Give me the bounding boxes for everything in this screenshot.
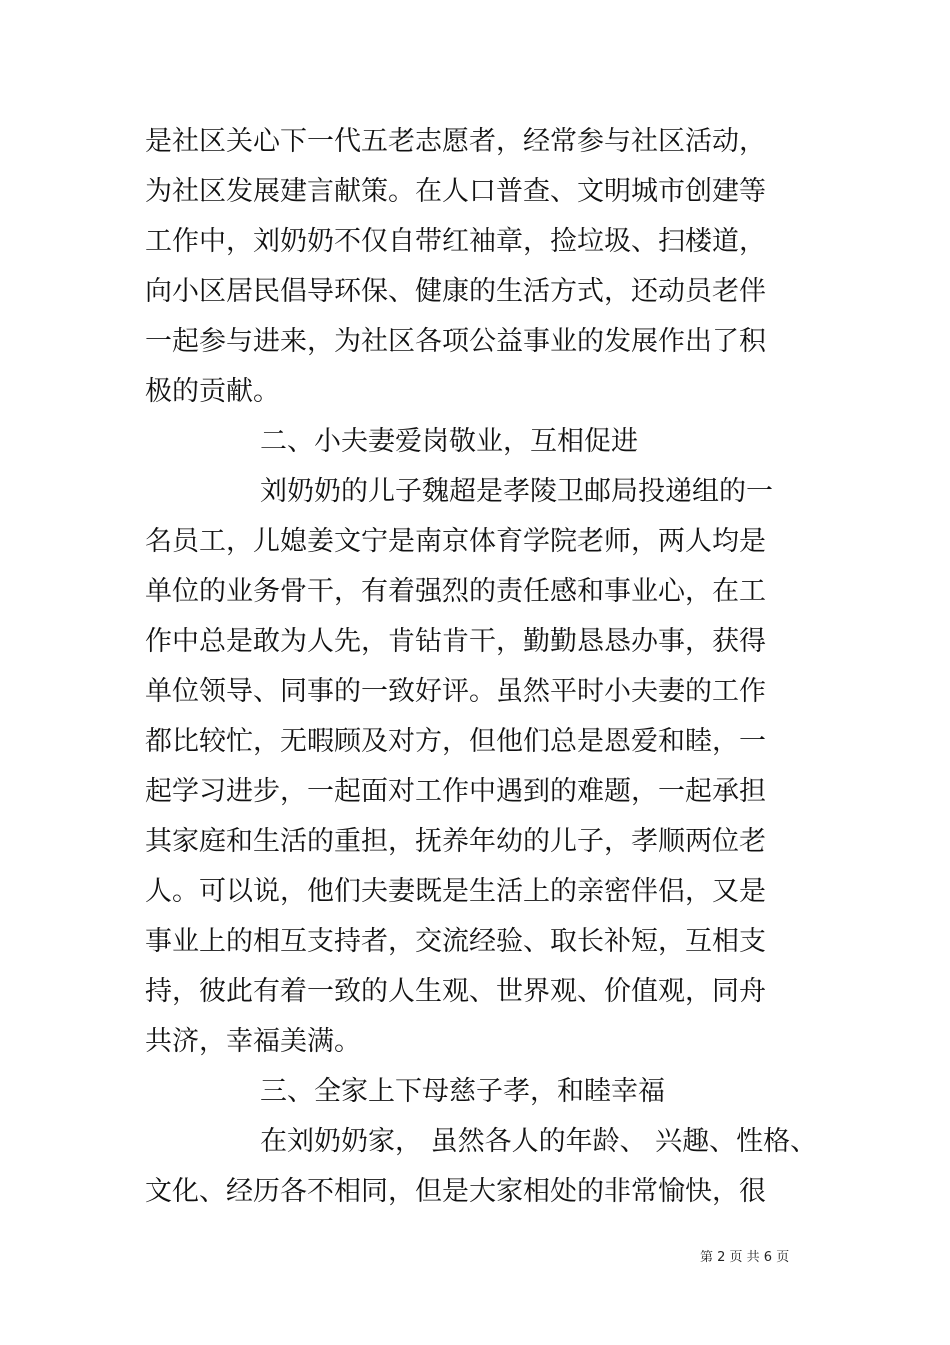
body-text-line: 事业上的相互支持者，交流经验、取长补短，互相支 [145,926,766,957]
body-text-line: 文化、经历各不相同，但是大家相处的非常愉快，很 [145,1176,766,1207]
body-text-line: 人。可以说，他们夫妻既是生活上的亲密伴侣，又是 [145,876,766,907]
paragraph-first-line: 刘奶奶的儿子魏超是孝陵卫邮局投递组的一 [260,476,773,507]
body-text-line: 作中总是敢为人先，肯钻肯干，勤勤恳恳办事，获得 [145,626,766,657]
body-text-line: 工作中，刘奶奶不仅自带红袖章，捡垃圾、扫楼道， [145,226,766,257]
body-text-line: 是社区关心下一代五老志愿者，经常参与社区活动， [145,126,766,157]
body-text-line: 单位领导、同事的一致好评。虽然平时小夫妻的工作 [145,676,766,707]
section-heading: 二、小夫妻爱岗敬业，互相促进 [260,426,638,457]
body-text-line: 为社区发展建言献策。在人口普查、文明城市创建等 [145,176,766,207]
body-text-line: 向小区居民倡导环保、健康的生活方式，还动员老伴 [145,276,766,307]
body-text-line: 单位的业务骨干，有着强烈的责任感和事业心，在工 [145,576,766,607]
body-text-line: 都比较忙，无暇顾及对方，但他们总是恩爱和睦，一 [145,726,766,757]
body-text-line: 其家庭和生活的重担，抚养年幼的儿子，孝顺两位老 [145,826,766,857]
body-text-line: 名员工，儿媳姜文宁是南京体育学院老师，两人均是 [145,526,766,557]
body-text-line: 持，彼此有着一致的人生观、世界观、价值观，同舟 [145,976,766,1007]
body-text-line: 一起参与进来，为社区各项公益事业的发展作出了积 [145,326,766,357]
body-text-line: 极的贡献。 [145,376,280,407]
body-text-line: 共济，幸福美满。 [145,1026,361,1057]
body-text-line: 起学习进步，一起面对工作中遇到的难题，一起承担 [145,776,766,807]
section-heading: 三、全家上下母慈子孝，和睦幸福 [260,1076,665,1107]
paragraph-first-line: 在刘奶奶家， 虽然各人的年龄、 兴趣、性格、 [260,1126,818,1157]
page-number: 第 2 页 共 6 页 [700,1250,790,1265]
